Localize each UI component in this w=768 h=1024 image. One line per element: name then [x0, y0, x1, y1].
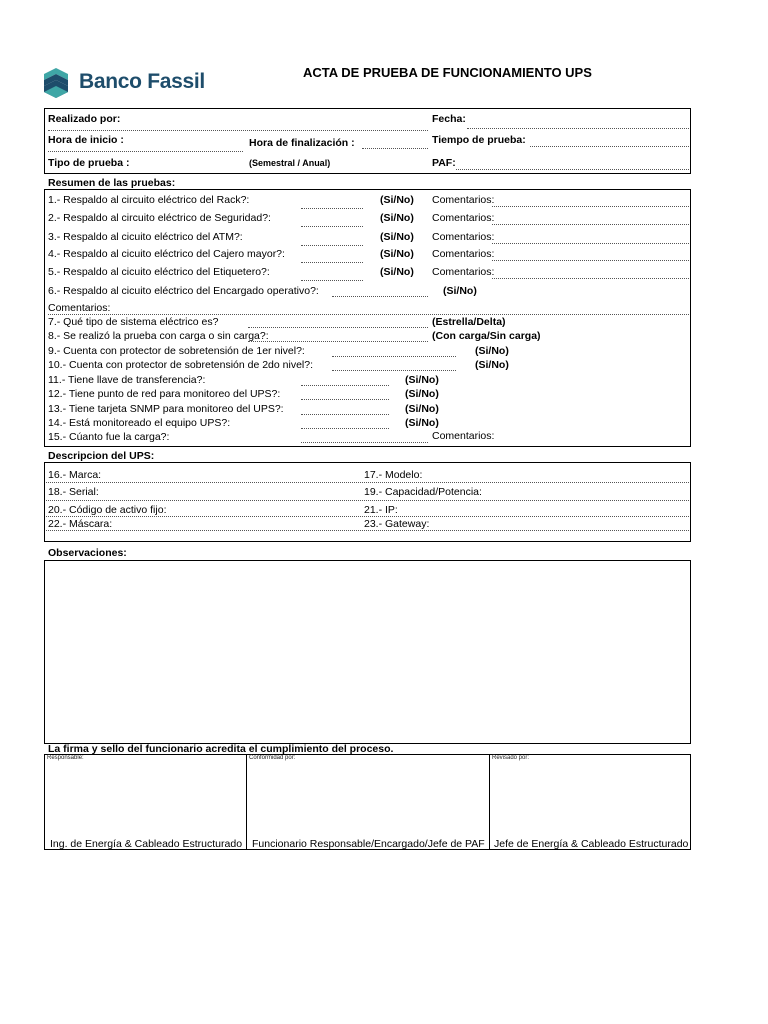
serial-label: 18.- Serial:	[48, 486, 99, 498]
item-15-label: 15.- Cúanto fue la carga?:	[48, 431, 170, 443]
item-field[interactable]	[301, 262, 363, 263]
ip-label: 21.- IP:	[364, 504, 398, 516]
item-comment-label: Comentarios:	[432, 194, 495, 206]
modelo-label: 17.- Modelo:	[364, 469, 423, 481]
responsable-role: Ing. de Energía & Cableado Estructurado	[50, 838, 243, 850]
item-6-field[interactable]	[332, 296, 428, 297]
item-option: (Si/No)	[380, 212, 414, 224]
marca-label: 16.- Marca:	[48, 469, 102, 481]
item-14-field[interactable]	[301, 428, 389, 429]
bank-logo-icon	[40, 68, 72, 103]
gateway-label: 23.- Gateway:	[364, 518, 430, 530]
firma-statement: La firma y sello del funcionario acredita el cumplimiento del proceso.	[48, 743, 394, 755]
revisado-role: Jefe de Energía & Cableado Estructurado	[494, 838, 689, 850]
observaciones-heading: Observaciones:	[48, 547, 127, 559]
conformidad-role: Funcionario Responsable/Encargado/Jefe de PAF	[252, 838, 485, 850]
firma-divider-1	[246, 754, 247, 850]
conformidad-small-label: Conformidad por:	[249, 755, 296, 761]
bank-name: Banco Fassil	[79, 70, 205, 93]
item-comment-field[interactable]	[492, 224, 689, 225]
revisado-small-label: Revisado por:	[492, 755, 530, 761]
item-comment-field[interactable]	[492, 206, 689, 207]
hora-inicio-label: Hora de inicio :	[48, 134, 124, 146]
item-9-label: 9.- Cuenta con protector de sobretensión de 1er nivel?:	[48, 345, 305, 357]
item-11-label: 11.- Tiene llave de transferencia?:	[48, 374, 206, 386]
realizado-field[interactable]	[48, 130, 428, 131]
item-comment-label: Comentarios:	[432, 212, 495, 224]
item-14-option: (Si/No)	[405, 417, 439, 429]
item-10-label: 10.- Cuenta con protector de sobretensión de 2do nivel?:	[48, 359, 314, 371]
item-field[interactable]	[301, 245, 363, 246]
tipo-prueba-hint: (Semestral / Anual)	[249, 158, 331, 168]
tipo-prueba-label: Tipo de prueba :	[48, 157, 130, 169]
tiempo-field[interactable]	[530, 146, 689, 147]
descripcion-heading: Descripcion del UPS:	[48, 450, 155, 462]
resumen-heading: Resumen de las pruebas:	[48, 177, 176, 189]
item-13-field[interactable]	[301, 414, 389, 415]
realizado-label: Realizado por:	[48, 113, 121, 125]
codigo-label: 20.- Código de activo fijo:	[48, 504, 167, 516]
item-label: 5.- Respaldo al cicuito eléctrico del Etiquetero?:	[48, 266, 270, 278]
item-comment-field[interactable]	[492, 260, 689, 261]
firma-box	[44, 754, 691, 850]
item-comment-label: Comentarios:	[432, 231, 495, 243]
item-11-option: (Si/No)	[405, 374, 439, 386]
item-7-field[interactable]	[248, 327, 428, 328]
codigo-field[interactable]	[46, 516, 689, 517]
item-comment-field[interactable]	[492, 278, 689, 279]
item-field[interactable]	[301, 226, 363, 227]
fecha-label: Fecha:	[432, 113, 466, 125]
item-12-label: 12.- Tiene punto de red para monitoreo del UPS?:	[48, 388, 281, 400]
comentarios-label: Comentarios:	[48, 302, 111, 314]
marca-field[interactable]	[46, 482, 689, 483]
item-6-label: 6.- Respaldo al cicuito eléctrico del Encargado operativo?:	[48, 285, 319, 297]
item-12-field[interactable]	[301, 399, 389, 400]
firma-divider-2	[489, 754, 490, 850]
item-field[interactable]	[301, 280, 363, 281]
mascara-field[interactable]	[46, 530, 689, 531]
item-8-field[interactable]	[248, 341, 428, 342]
item-15-comment-label: Comentarios:	[432, 430, 495, 442]
document-title: ACTA DE PRUEBA DE FUNCIONAMIENTO UPS	[303, 65, 592, 80]
item-6-option: (Si/No)	[443, 285, 477, 297]
item-13-option: (Si/No)	[405, 403, 439, 415]
paf-label: PAF:	[432, 157, 456, 169]
tiempo-label: Tiempo de prueba:	[432, 134, 526, 146]
responsable-small-label: Responsable:	[47, 755, 84, 761]
item-option: (Si/No)	[380, 248, 414, 260]
capacidad-label: 19.- Capacidad/Potencia:	[364, 486, 482, 498]
serial-field[interactable]	[46, 500, 689, 501]
item-comment-label: Comentarios:	[432, 266, 495, 278]
item-8-label: 8.- Se realizó la prueba con carga o sin carga?:	[48, 330, 269, 342]
item-7-label: 7.- Qué tipo de sistema eléctrico es?	[48, 316, 219, 328]
item-option: (Si/No)	[380, 266, 414, 278]
fecha-field[interactable]	[467, 128, 689, 129]
item-12-option: (Si/No)	[405, 388, 439, 400]
item-9-option: (Si/No)	[475, 345, 509, 357]
paf-field[interactable]	[456, 169, 689, 170]
item-10-field[interactable]	[332, 370, 456, 371]
item-9-field[interactable]	[332, 356, 456, 357]
item-11-field[interactable]	[301, 385, 389, 386]
hora-fin-label: Hora de finalización :	[249, 137, 355, 149]
item-comment-field[interactable]	[492, 243, 689, 244]
observaciones-area[interactable]	[44, 560, 691, 744]
item-8-option: (Con carga/Sin carga)	[432, 330, 541, 342]
mascara-label: 22.- Máscara:	[48, 518, 113, 530]
item-option: (Si/No)	[380, 194, 414, 206]
item-field[interactable]	[301, 208, 363, 209]
item-15-field[interactable]	[301, 442, 428, 443]
item-7-option: (Estrella/Delta)	[432, 316, 506, 328]
item-label: 4.- Respaldo al cicuito eléctrico del Cajero mayor?:	[48, 248, 285, 260]
item-label: 1.- Respaldo al circuito eléctrico del Rack?:	[48, 194, 250, 206]
item-14-label: 14.- Está monitoreado el equipo UPS?:	[48, 417, 231, 429]
item-10-option: (Si/No)	[475, 359, 509, 371]
hora-fin-field[interactable]	[362, 148, 428, 149]
header-box	[44, 108, 691, 174]
hora-inicio-field[interactable]	[48, 151, 243, 152]
item-comment-label: Comentarios:	[432, 248, 495, 260]
item-label: 2.- Respaldo al circuito eléctrico de Seguridad?:	[48, 212, 271, 224]
item-option: (Si/No)	[380, 231, 414, 243]
item-label: 3.- Respaldo al cicuito eléctrico del ATM?:	[48, 231, 243, 243]
item-13-label: 13.- Tiene tarjeta SNMP para monitoreo del UPS?:	[48, 403, 284, 415]
comentarios-field[interactable]	[48, 314, 689, 315]
